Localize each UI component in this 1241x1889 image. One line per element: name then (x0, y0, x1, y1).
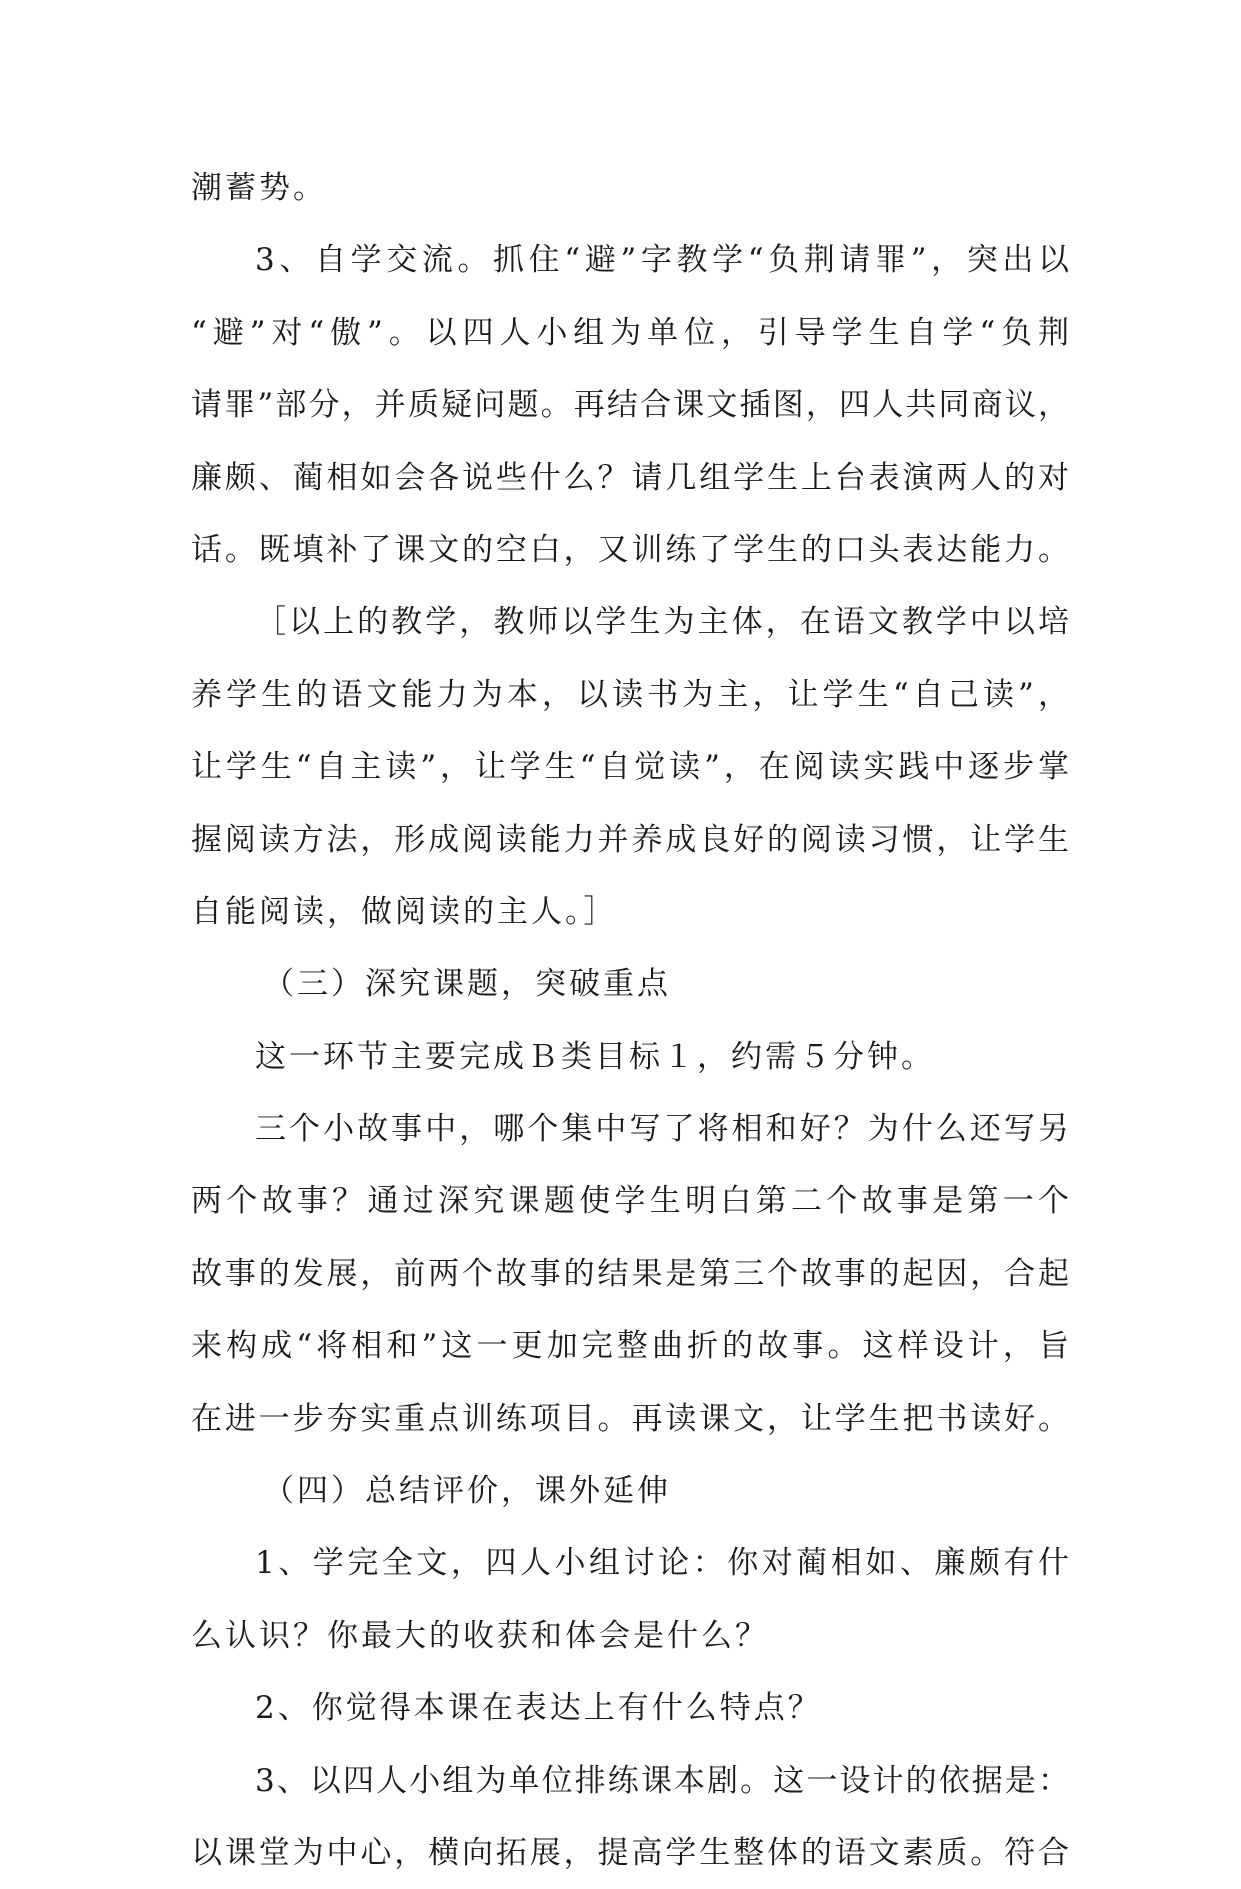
text-line: 请罪”部分，并质疑问题。再结合课文插图，四人共同商议， (191, 387, 1071, 424)
text-line: 来构成“将相和”这一更加完整曲折的故事。这样设计，旨 (191, 1328, 1071, 1365)
text-line: 三个小故事中，哪个集中写了将相和好？为什么还写另 (255, 1111, 1071, 1148)
text-line: 以课堂为中心，横向拓展，提高学生整体的语文素质。符合 (191, 1834, 1071, 1871)
text-line: 握阅读方法，形成阅读能力并养成良好的阅读习惯，让学生 (191, 821, 1071, 858)
text-line: 3、自学交流。抓住“避”字教学“负荆请罪”，突出以 (255, 242, 1071, 279)
text-line: 故事的发展，前两个故事的结果是第三个故事的起因，合起 (191, 1255, 1071, 1292)
section-heading: （三）深究课题，突破重点 (263, 966, 671, 1003)
text-line: 话。既填补了课文的空白，又训练了学生的口头表达能力。 (191, 531, 1071, 568)
text-line: 养学生的语文能力为本，以读书为主，让学生“自己读”， (191, 676, 1071, 713)
text-line: ［以上的教学，教师以学生为主体，在语文教学中以培 (255, 604, 1071, 641)
text-line: 1、学完全文，四人小组讨论：你对蔺相如、廉颇有什 (255, 1545, 1071, 1582)
section-heading: （四）总结评价，课外延伸 (263, 1473, 671, 1510)
text-line: 3、以四人小组为单位排练课本剧。这一设计的依据是： (255, 1762, 1071, 1799)
document-body (191, 152, 1071, 1889)
text-line: 么认识？你最大的收获和体会是什么？ (191, 1617, 769, 1654)
text-line: “避”对“傲”。以四人小组为单位，引导学生自学“负荆 (191, 314, 1071, 351)
text-line: 潮蓄势。 (191, 170, 327, 206)
text-line: 两个故事？通过深究课题使学生明白第二个故事是第一个 (191, 1183, 1071, 1220)
text-line: 廉颇、蔺相如会各说些什么？请几组学生上台表演两人的对 (191, 459, 1071, 496)
text-line: 在进一步夯实重点训练项目。再读课文，让学生把书读好。 (191, 1400, 1071, 1437)
text-line: 自能阅读，做阅读的主人。］ (191, 893, 618, 930)
text-line: 这一环节主要完成Ｂ类目标１，约需５分钟。 (255, 1038, 935, 1075)
text-line: 让学生“自主读”，让学生“自觉读”，在阅读实践中逐步掌 (191, 749, 1071, 786)
text-line: 2、你觉得本课在表达上有什么特点？ (255, 1690, 822, 1727)
